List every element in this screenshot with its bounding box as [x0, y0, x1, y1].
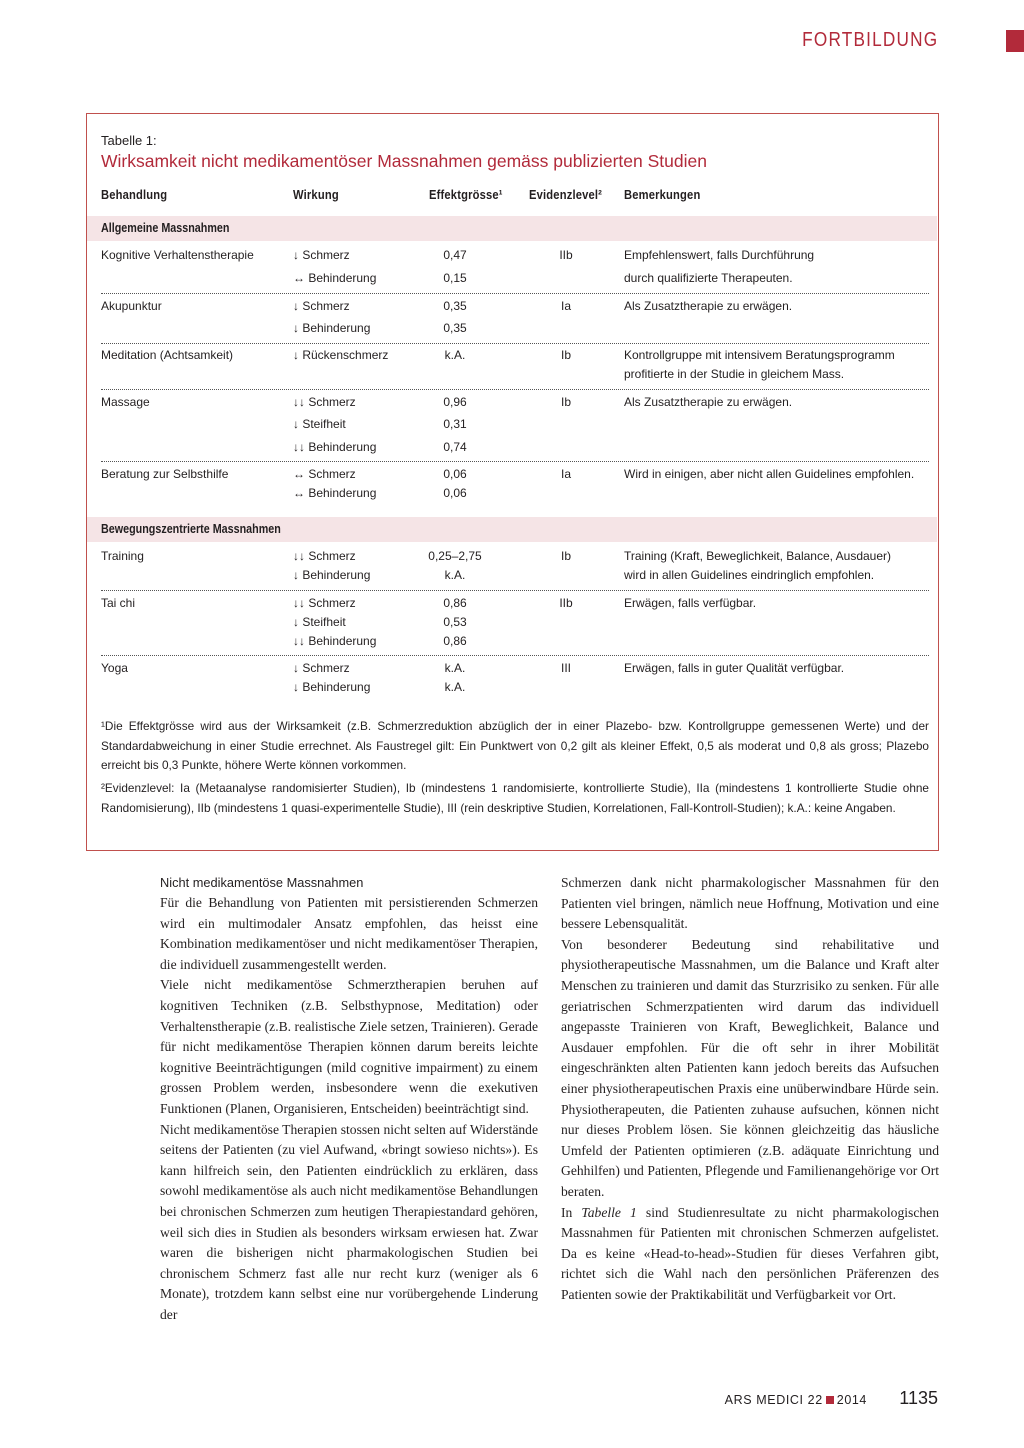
column-header-treatment: Behandlung: [101, 187, 168, 202]
table-reference: Tabelle 1: [581, 1204, 637, 1220]
treatment-cell: Beratung zur Selbsthilfe: [101, 467, 229, 481]
section-label: FORTBILDUNG: [801, 29, 938, 51]
article-paragraph: Für die Behandlung von Patienten mit persistierenden Schmerzen wird ein multimodaler Ansatz empfohlen, das heisst eine Kombination medikamentöser und nicht medikamentöser Therapien, die individuell zusammengestellt werden.: [160, 895, 538, 972]
effect-size-cell: k.A.: [444, 348, 466, 362]
effect-size-cell: 0,47: [443, 248, 467, 262]
effect-cell: ↓ Behinderung: [293, 568, 371, 582]
journal-footer: [725, 1393, 867, 1407]
remarks-cell: Wird in einigen, aber nicht allen Guidelines empfohlen.: [624, 467, 915, 481]
remarks-cell: durch qualifizierte Therapeuten.: [624, 271, 793, 285]
effect-cell: ↓↓ Behinderung: [293, 634, 377, 648]
page-number: 1135: [899, 1388, 938, 1408]
treatment-cell: Kognitive Verhaltenstherapie: [101, 248, 254, 262]
effect-cell: ↓↓ Behinderung: [293, 440, 377, 454]
article-text: sind Studienresultate zu nicht pharmakologischen Massnahmen für Patienten mit chronischen Schmerzen aufgelistet. Da es keine «Head-to-head»-Studien für dieses Verfahren gibt, richtet sich die Wahl nach den persönlichen Präferenzen des Patienten sowie der Praktikabilität und Verfügbarkeit vor Ort.: [561, 1204, 939, 1302]
effect-cell: ↓ Steifheit: [293, 615, 346, 629]
effect-size-cell: 0,86: [443, 596, 467, 610]
effect-size-cell: 0,35: [443, 299, 467, 313]
effect-size-cell: 0,53: [443, 615, 467, 629]
row-separator: [101, 461, 929, 462]
evidence-level-cell: Ia: [560, 299, 571, 313]
article-paragraph: Viele nicht medikamentöse Schmerztherapien beruhen auf kognitiven Techniken (z.B. Selbsthypnose, Meditation) oder Verhaltenstherapie (z.B. realistische Ziele setzen, Trainieren). Gerade für nicht medikamentöse Therapien können darum bereits leichte kognitive Beeinträchtigungen (mild cognitive impairment) zu einem grossen Problem werden, insbesondere wenn die exekutiven Funktionen (Planen, Organisieren, Entscheiden) beeinträchtigt sind.: [160, 977, 538, 1116]
article-paragraph: Schmerzen dank nicht pharmakologischer Massnahmen für den Patienten viel bringen, nämlich neue Hoffnung, Motivation und eine bessere Lebensqualität.: [561, 875, 939, 932]
group-band: [87, 216, 937, 241]
remarks-cell: wird in allen Guidelines eindringlich empfohlen.: [624, 568, 875, 582]
effect-size-cell: k.A.: [444, 680, 466, 694]
table-box: [86, 113, 939, 851]
effect-size-cell: 0,35: [443, 321, 467, 335]
effect-size-cell: 0,31: [443, 417, 467, 431]
treatment-cell: Akupunktur: [101, 299, 162, 313]
article-column-right: [561, 873, 939, 1305]
article-paragraph: [561, 1203, 939, 1306]
remarks-cell: profitierte in der Studie in gleichem Mass.: [624, 367, 845, 381]
effect-size-cell: 0,06: [443, 486, 467, 500]
row-separator: [101, 389, 929, 390]
group-band: [87, 517, 937, 542]
evidence-level-cell: IIb: [559, 596, 573, 610]
effect-cell: ↓ Steifheit: [293, 417, 346, 431]
effect-cell: ↓ Schmerz: [293, 661, 350, 675]
row-separator: [101, 343, 929, 344]
effect-cell: ↔ Behinderung: [293, 271, 377, 285]
evidence-level-cell: Ia: [560, 467, 571, 481]
effect-size-cell: 0,74: [443, 440, 467, 454]
treatment-cell: Training: [101, 549, 144, 563]
effect-cell: ↓↓ Schmerz: [293, 395, 356, 409]
footnote-effect-size: ¹Die Effektgrösse wird aus der Wirksamkeit (z.B. Schmerzreduktion abzüglich der in einer Plazebo- bzw. Kontrollgruppe gemessenen Werte) und der Standardabweichung in einer Studie errechnet. Als Faustregel gilt: Ein Punktwert von 0,2 gilt als kleiner Effekt, 0,5 als moderat und 0,8 als gross; Plazebo erreicht bis 0,3 Punkte, höhere Werte können vorkommen.: [101, 719, 929, 772]
remarks-cell: Kontrollgruppe mit intensivem Beratungsprogramm: [624, 348, 895, 362]
remarks-cell: Erwägen, falls verfügbar.: [624, 596, 757, 610]
remarks-cell: Erwägen, falls in guter Qualität verfügbar.: [624, 661, 845, 675]
effect-size-cell: 0,06: [443, 467, 467, 481]
evidence-level-cell: IIb: [559, 248, 573, 262]
column-header-effect: Wirkung: [293, 187, 339, 202]
effect-cell: ↔ Behinderung: [293, 486, 377, 500]
article-paragraph: Nicht medikamentöse Therapien stossen nicht selten auf Widerstände seitens der Patienten (zu viel Aufwand, «bringt sowieso nichts»). Es kann hilfreich sein, den Patienten eindrücklich zu erklären, dass sowohl medikamentöse als auch nicht medikamentöse Behandlungen bei chronischen Schmerzen zum heutigen Therapiestandard gehören, weil sich dies in Studien als besonders wirksam erwiesen hat. Zwar waren die bisherigen nicht pharmakologischen Studien bei chronischem Schmerz fast alle nur recht kurz (weniger als 6 Monate), trotzdem kann selbst eine nur vorübergehende Linderung der: [160, 1121, 538, 1322]
evidence-level-cell: Ib: [560, 348, 571, 362]
row-separator: [101, 655, 929, 656]
effect-size-cell: 0,25–2,75: [428, 549, 482, 563]
treatment-cell: Massage: [101, 395, 150, 409]
effect-cell: ↓ Behinderung: [293, 680, 371, 694]
effect-cell: ↓ Schmerz: [293, 248, 350, 262]
effect-cell: ↓ Schmerz: [293, 299, 350, 313]
section-marker: [1006, 30, 1024, 52]
journal-name: ARS MEDICI 22: [724, 1393, 823, 1407]
article-paragraph: Von besonderer Bedeutung sind rehabilitative und physiotherapeutische Massnahmen, um die Balance und Kraft alter Menschen zu trainieren und damit das Sturzrisiko zu senken. Für alle geriatrischen Schmerzpatienten wird darum das individuell angepasste Trainieren von Kraft, Beweglichkeit, Balance und Ausdauer empfohlen. Für die oft sehr in ihrer Mobilität eingeschränkten alten Patienten kann jedoch bereits das Aufsuchen einer physiotherapeutischen Praxis eine unüberwindbare Hürde sein. Physiotherapeuten, die Patienten zuhause aufsuchen, können nicht nur dieses Problem lösen. Sie können gleichzeitig das häusliche Umfeld der Patienten optimieren (z.B. adäquate Einrichtung und Gehhilfen) und Patienten, Pflegende und Familienangehörige vor Ort beraten.: [561, 936, 939, 1199]
group-title: Allgemeine Massnahmen: [101, 221, 230, 235]
article-column-left: [160, 873, 538, 1325]
effect-cell: ↓ Rückenschmerz: [293, 348, 389, 362]
article-subheading: Nicht medikamentöse Massnahmen: [160, 875, 364, 890]
footnote-evidence-level: ²Evidenzlevel: Ia (Metaanalyse randomisierter Studien), Ib (mindestens 1 randomisierte, kontrollierte Studie), IIa (mindestens 1 kontrollierte Studie ohne Randomisierung), IIb (mindestens 1 quasi-experimentelle Studie), III (rein deskriptive Studien, Korrelationen, Fall-Kontroll-Studien); k.A.: keine Angaben.: [101, 781, 929, 815]
table-label: Tabelle 1:: [101, 133, 157, 148]
separator-square-icon: [826, 1396, 834, 1404]
treatment-cell: Yoga: [101, 661, 128, 675]
article-text: In: [561, 1204, 582, 1220]
effect-size-cell: k.A.: [444, 568, 466, 582]
journal-year: 2014: [836, 1393, 867, 1407]
row-separator: [101, 590, 929, 591]
group-title: Bewegungszentrierte Massnahmen: [101, 522, 281, 536]
remarks-cell: Als Zusatztherapie zu erwägen.: [624, 299, 793, 313]
evidence-level-cell: Ib: [560, 395, 571, 409]
column-header-effect-size: Effektgrösse¹: [429, 187, 503, 202]
remarks-cell: Als Zusatztherapie zu erwägen.: [624, 395, 793, 409]
effect-size-cell: k.A.: [444, 661, 466, 675]
evidence-level-cell: Ib: [560, 549, 571, 563]
effect-size-cell: 0,96: [443, 395, 467, 409]
remarks-cell: Empfehlenswert, falls Durchführung: [624, 248, 815, 262]
effect-cell: ↔ Schmerz: [293, 467, 356, 481]
effect-size-cell: 0,15: [443, 271, 467, 285]
row-separator: [101, 293, 929, 294]
table-title: Wirksamkeit nicht medikamentöser Massnahmen gemäss publizierten Studien: [101, 151, 707, 171]
remarks-cell: Training (Kraft, Beweglichkeit, Balance, Ausdauer): [624, 549, 892, 563]
effect-cell: ↓↓ Schmerz: [293, 549, 356, 563]
effect-size-cell: 0,86: [443, 634, 467, 648]
column-header-evidence-level: Evidenzlevel²: [529, 187, 603, 202]
evidence-level-cell: III: [560, 661, 571, 675]
effect-cell: ↓ Behinderung: [293, 321, 371, 335]
treatment-cell: Meditation (Achtsamkeit): [101, 348, 234, 362]
column-header-remarks: Bemerkungen: [624, 187, 701, 202]
effect-cell: ↓↓ Schmerz: [293, 596, 356, 610]
treatment-cell: Tai chi: [101, 596, 136, 610]
